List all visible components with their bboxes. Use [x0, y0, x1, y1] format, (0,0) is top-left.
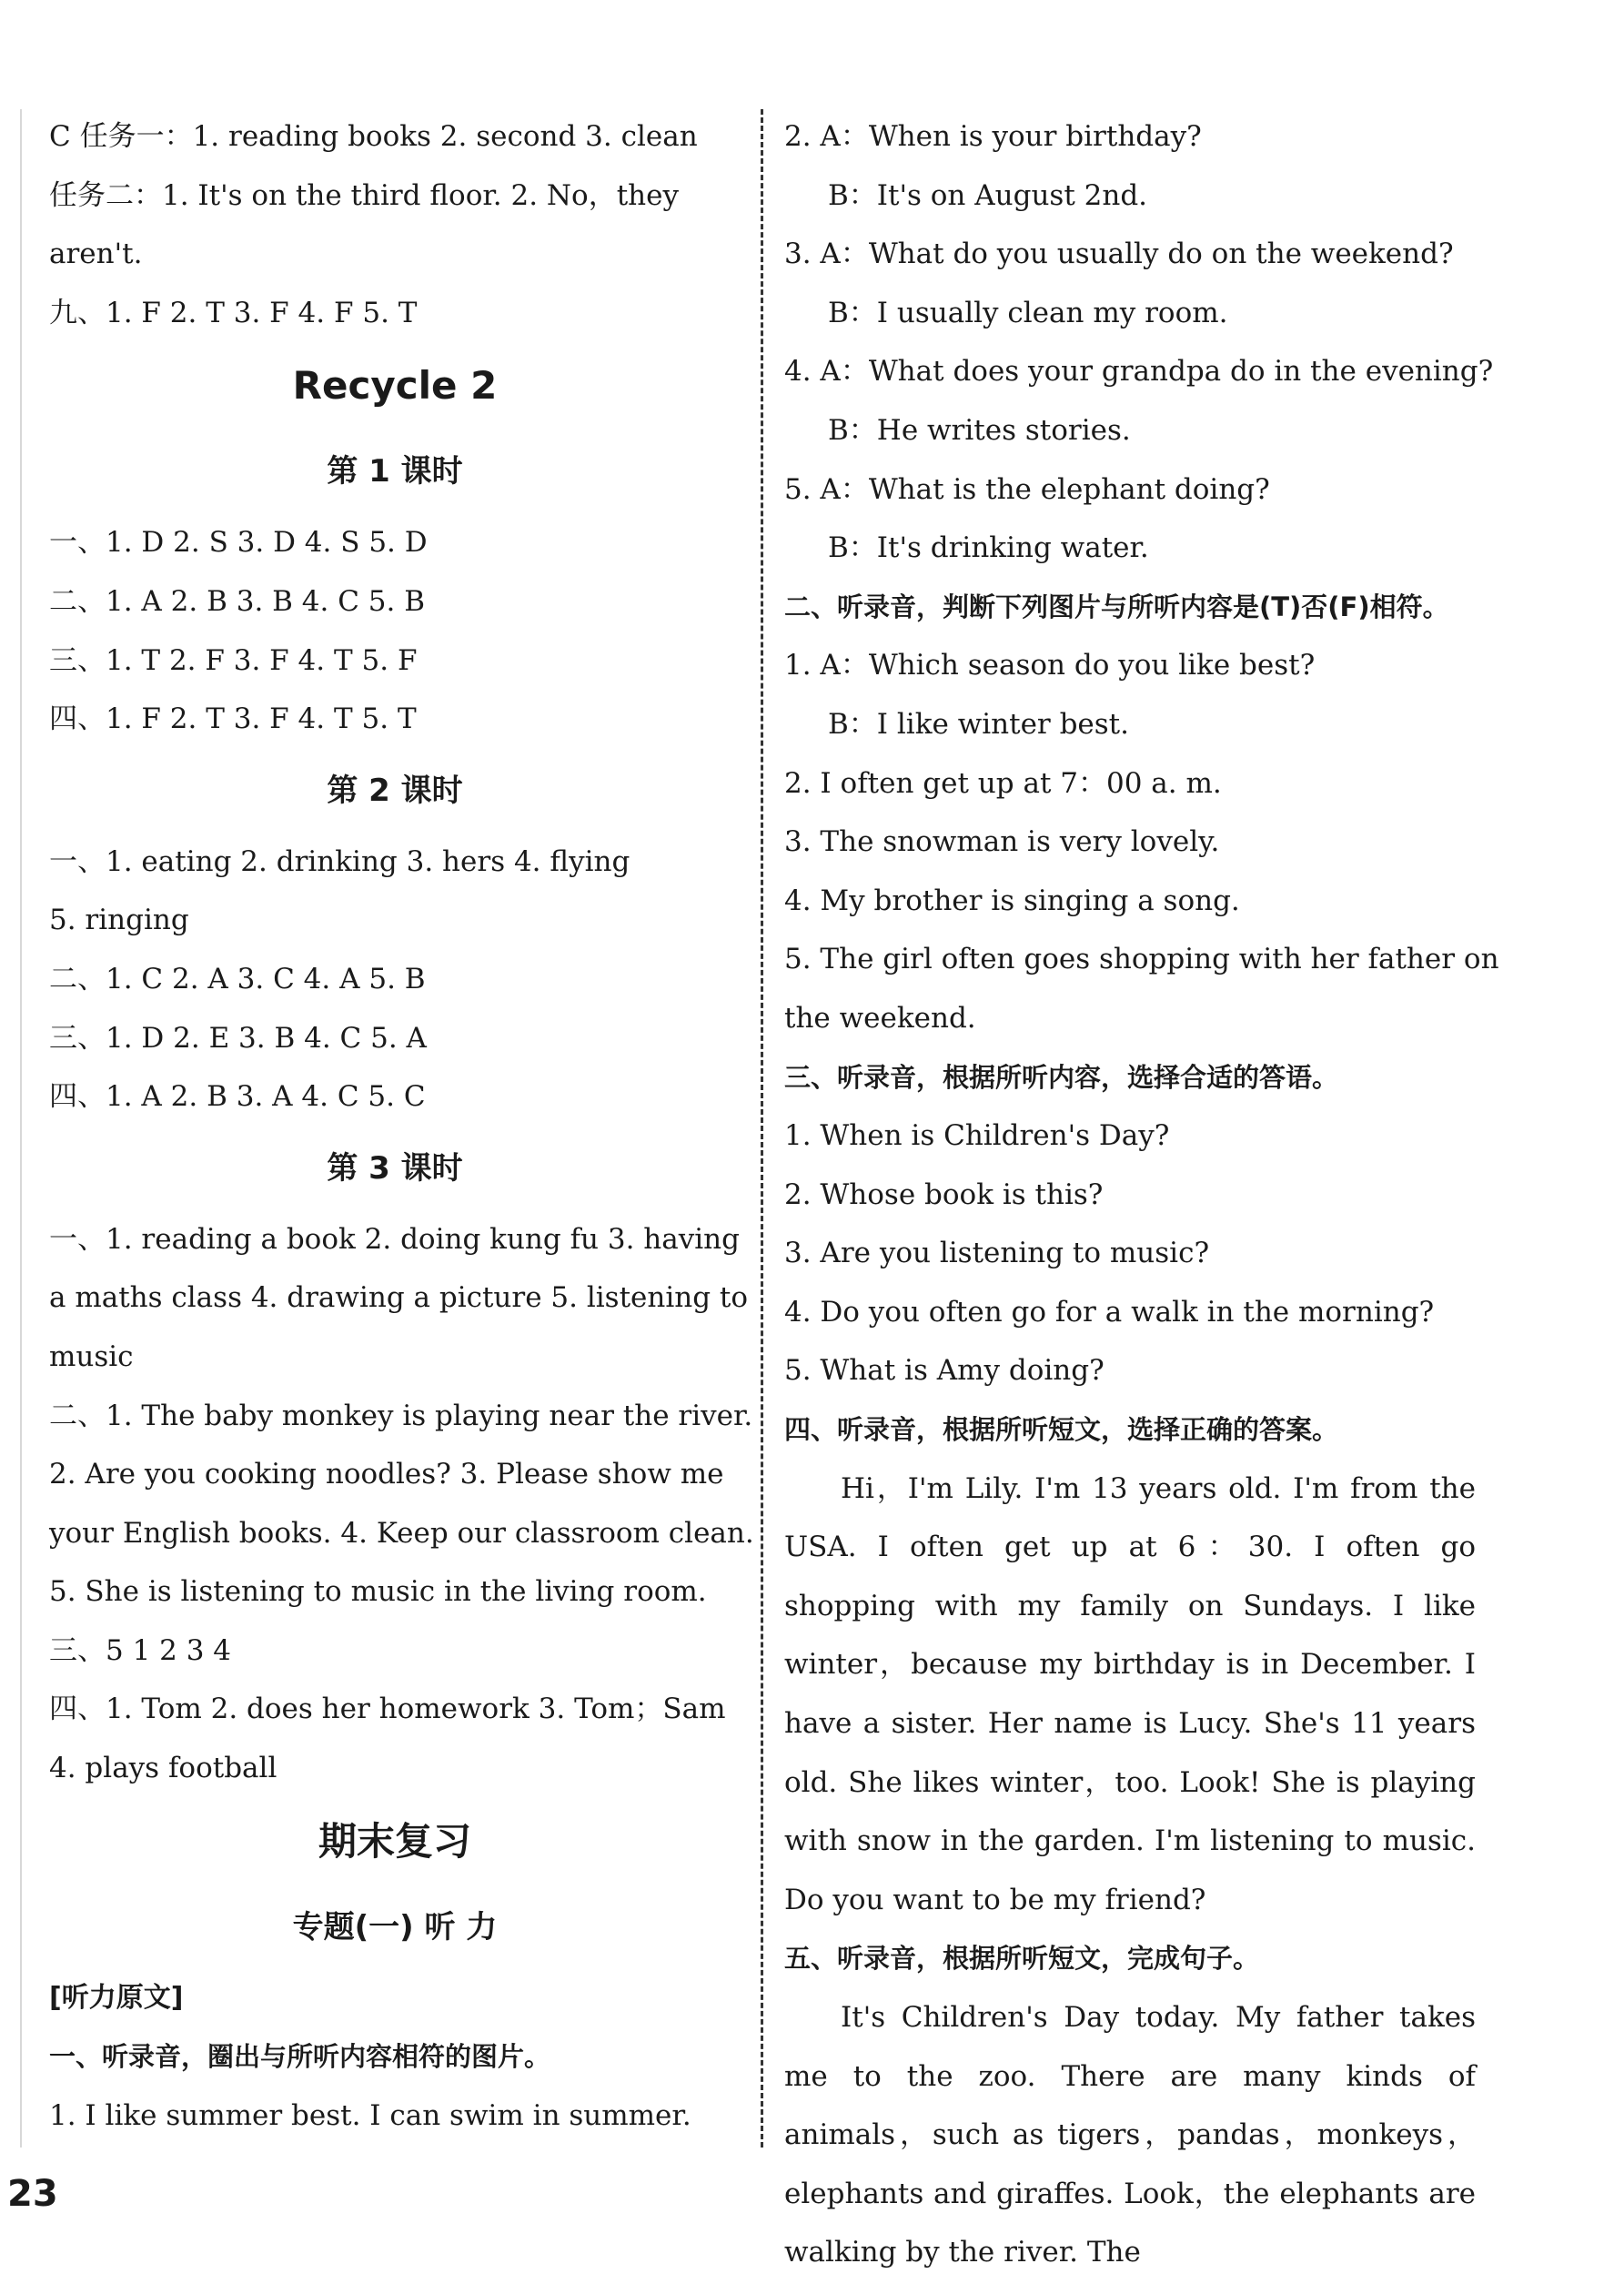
answer-line: 四、1. F 2. T 3. F 4. T 5. T [49, 702, 417, 736]
answer-line: 二、1. C 2. A 3. C 4. A 5. B [49, 962, 426, 995]
script-line: B：It's on August 2nd. [828, 178, 1148, 212]
script-line: B：I usually clean my room. [828, 296, 1228, 329]
script-line: B：I like winter best. [828, 707, 1129, 741]
script-line: the weekend. [784, 1001, 976, 1035]
script-line: 1. I like summer best. I can swim in summer. [49, 2098, 691, 2132]
answer-line: 九、1. F 2. T 3. F 4. F 5. T [49, 296, 418, 329]
script-line: 1. When is Children's Day? [784, 1119, 1170, 1153]
topic-title: 专题(一) 听 力 [292, 1908, 498, 1945]
section4-heading: 四、听录音，根据所听短文，选择正确的答案。 [784, 1414, 1339, 1446]
passage-5: It's Children's Day today. My father takes me to the zoo. There are many kinds of animals，such as tigers，pandas，monkeys，elephants and giraffes. Look，the elephants are walking by the river. The [784, 2001, 1476, 2269]
page-number: 23 [7, 2173, 58, 2215]
answer-line: 一、1. D 2. S 3. D 4. S 5. D [49, 526, 428, 560]
answer-line: 二、1. A 2. B 3. B 4. C 5. B [49, 584, 426, 618]
answer-line: 4. plays football [49, 1752, 277, 1785]
section2-heading: 二、听录音，判断下列图片与所听内容是(T)否(F)相符。 [784, 591, 1449, 622]
script-line: 3. Are you listening to music? [784, 1237, 1210, 1270]
answer-line: 四、1. A 2. B 3. A 4. C 5. C [49, 1080, 426, 1114]
script-line: 4. My brother is singing a song. [784, 884, 1240, 917]
final-review-title: 期末复习 [318, 1818, 471, 1864]
script-line: 3. A：What do you usually do on the weekend? [784, 237, 1454, 271]
script-line: 5. What is Amy doing? [784, 1354, 1105, 1388]
passage-4: Hi，I'm Lily. I'm 13 years old. I'm from the USA. I often get up at 6：30. I often go shopping with my family on Sundays. I like winter，because my birthday is in December. I have a sister. Her name is Lucy. She's 11 years old. She likes winter，too. Look! She is playing with snow in the garden. I'm listening to music. Do you want to be my friend? [784, 1471, 1476, 1916]
answer-line: your English books. 4. Keep our classroom clean. [49, 1516, 754, 1550]
script-line: 4. Do you often go for a walk in the morning? [784, 1295, 1435, 1329]
script-line: B：It's drinking water. [828, 531, 1149, 565]
answer-line: 任务二：1. It's on the third floor. 2. No，they [49, 178, 680, 212]
answer-line: 三、5 1 2 3 4 [49, 1633, 232, 1667]
answer-line: music [49, 1339, 134, 1373]
script-line: 2. Whose book is this? [784, 1177, 1104, 1211]
answer-line: 5. She is listening to music in the living room. [49, 1575, 707, 1609]
answer-line: 2. Are you cooking noodles? 3. Please show me [49, 1458, 724, 1491]
lesson1-title: 第 1 课时 [327, 453, 463, 490]
answer-line: 三、1. D 2. E 3. B 4. C 5. A [49, 1021, 427, 1055]
section3-heading: 三、听录音，根据所听内容，选择合适的答语。 [784, 1061, 1339, 1093]
lesson2-title: 第 2 课时 [327, 772, 463, 809]
section1-heading: 一、听录音，圈出与所听内容相符的图片。 [49, 2041, 551, 2073]
lesson3-title: 第 3 课时 [327, 1149, 463, 1187]
answer-line: 二、1. The baby monkey is playing near the river. [49, 1399, 753, 1432]
column-divider [761, 109, 763, 2148]
script-line: 1. A：Which season do you like best? [784, 649, 1316, 682]
script-line: 4. A：What does your grandpa do in the evening? [784, 355, 1494, 389]
recycle-title: Recycle 2 [292, 363, 498, 409]
script-tag: [听力原文] [49, 1981, 184, 2014]
script-line: 5. The girl often goes shopping with her father on [784, 943, 1499, 976]
section5-heading: 五、听录音，根据所听短文，完成句子。 [784, 1943, 1260, 1975]
answer-line: a maths class 4. drawing a picture 5. listening to [49, 1281, 749, 1315]
page-edge-line [20, 109, 22, 2148]
answer-line: 四、1. Tom 2. does her homework 3. Tom；Sam [49, 1693, 726, 1726]
left-column [49, 107, 754, 2145]
answer-line: C 任务一：1. reading books 2. second 3. clean [49, 120, 698, 153]
answer-line: 一、1. reading a book 2. doing kung fu 3. having [49, 1222, 740, 1256]
answer-line: 一、1. eating 2. drinking 3. hers 4. flying [49, 844, 630, 878]
answer-line: aren't. [49, 237, 143, 271]
script-line: B：He writes stories. [828, 413, 1131, 447]
answer-line: 三、1. T 2. F 3. F 4. T 5. F [49, 643, 418, 677]
script-line: 2. A：When is your birthday? [784, 120, 1202, 153]
top-answers [49, 107, 741, 342]
script-line: 5. A：What is the elephant doing? [784, 472, 1270, 506]
script-line: 2. I often get up at 7：00 a. m. [784, 766, 1222, 800]
right-column [784, 107, 1499, 2282]
answer-line: 5. ringing [49, 904, 189, 937]
script-line: 3. The snowman is very lovely. [784, 825, 1220, 859]
